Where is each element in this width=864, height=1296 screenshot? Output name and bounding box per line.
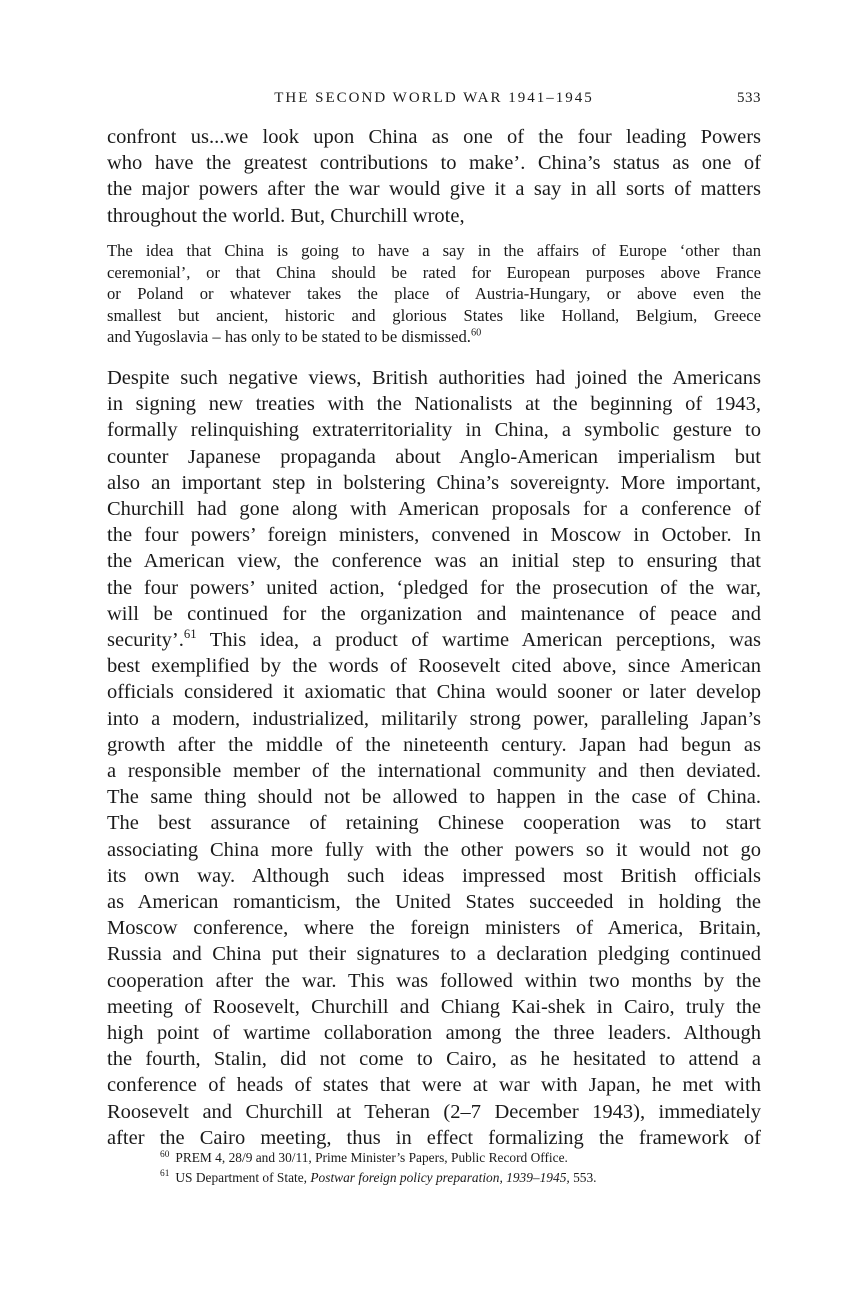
quote-line: ceremonial’, or that China should be rated for European purposes above France	[107, 262, 761, 282]
text-line: best exemplified by the words of Roosevelt cited above, since American	[107, 655, 761, 678]
text-segment: security’.	[107, 629, 184, 652]
text-line: after the Cairo meeting, thus in effect formalizing the framework of	[107, 1126, 761, 1149]
text-line: the American view, the conference was an initial step to ensuring that	[107, 550, 761, 573]
block-quote	[107, 240, 761, 348]
text-line: its own way. Although such ideas impressed most British officials	[107, 864, 761, 887]
footnote-number: 61	[160, 1169, 170, 1180]
text-line: The best assurance of retaining Chinese cooperation was to start	[107, 812, 761, 835]
text-line: The same thing should not be allowed to happen in the case of China.	[107, 786, 761, 809]
footnote-number: 60	[160, 1149, 170, 1160]
page-header	[107, 90, 761, 114]
footnote-60	[160, 1148, 760, 1168]
paragraph-1	[107, 124, 761, 229]
text-line: Churchill had gone along with American proposals for a conference of	[107, 498, 761, 521]
text-line: the four powers’ foreign ministers, convened in Moscow in October. In	[107, 524, 761, 547]
quote-text: and Yugoslavia – has only to be stated to be dismissed.	[107, 327, 471, 347]
text-line-with-ref	[107, 627, 761, 653]
text-line: high point of wartime collaboration among the three leaders. Although	[107, 1022, 761, 1045]
text-line: as American romanticism, the United States succeeded in holding the	[107, 891, 761, 914]
text-line: officials considered it axiomatic that China would sooner or later develop	[107, 681, 761, 704]
text-line: growth after the middle of the nineteenth century. Japan had begun as	[107, 733, 761, 756]
quote-line: smallest but ancient, historic and glorious States like Holland, Belgium, Greece	[107, 305, 761, 325]
footnote-ref-61[interactable]: 61	[183, 627, 197, 642]
text-line: the four powers’ united action, ‘pledged for the prosecution of the war,	[107, 576, 761, 599]
text-segment: This idea, a product of wartime American perceptions, was	[196, 629, 761, 652]
running-title: THE SECOND WORLD WAR 1941–1945	[274, 90, 594, 106]
text-line: associating China more fully with the other powers so it would not go	[107, 838, 761, 861]
text-line: formally relinquishing extraterritoriality in China, a symbolic gesture to	[107, 419, 761, 442]
text-line: confront us...we look upon China as one of the four leading Powers	[107, 126, 761, 148]
text-line: Roosevelt and Churchill at Teheran (2–7 December 1943), immediately	[107, 1100, 761, 1123]
text-line: a responsible member of the international community and then deviated.	[107, 760, 761, 783]
text-line: counter Japanese propaganda about Anglo-American imperialism but	[107, 445, 761, 468]
quote-line: The idea that China is going to have a say in the affairs of Europe ‘other than	[107, 241, 761, 260]
page-number: 533	[737, 90, 761, 106]
text-line: the fourth, Stalin, did not come to Cairo, as he hesitated to attend a	[107, 1048, 761, 1071]
paragraph-2	[107, 365, 761, 1151]
footnotes	[160, 1148, 760, 1187]
text-line: Despite such negative views, British authorities had joined the Americans	[107, 367, 761, 389]
text-line: the major powers after the war would give it a say in all sorts of matters	[107, 178, 761, 201]
text-line: conference of heads of states that were at war with Japan, he met with	[107, 1074, 761, 1097]
footnote-text: 553.	[569, 1169, 597, 1185]
footnote-ref-60[interactable]: 60	[470, 327, 482, 339]
text-line: will be continued for the organization and maintenance of peace and	[107, 602, 761, 625]
text-line: throughout the world. But, Churchill wrote,	[107, 204, 465, 227]
text-line: in signing new treaties with the Nationalists at the beginning of 1943,	[107, 393, 761, 416]
footnote-61	[160, 1168, 760, 1188]
text-line: into a modern, industrialized, militarily strong power, paralleling Japan’s	[107, 707, 761, 730]
text-line: also an important step in bolstering China’s sovereignty. More important,	[107, 471, 761, 494]
quote-line-last	[107, 326, 761, 348]
footnote-title: Postwar foreign policy preparation, 1939–1945,	[310, 1169, 570, 1185]
text-line: who have the greatest contributions to make’. China’s status as one of	[107, 152, 761, 175]
footnote-text: PREM 4, 28/9 and 30/11, Prime Minister’s Papers, Public Record Office.	[175, 1150, 568, 1165]
text-line: cooperation after the war. This was followed within two months by the	[107, 969, 761, 992]
text-line: Moscow conference, where the foreign ministers of America, Britain,	[107, 917, 761, 940]
quote-line: or Poland or whatever takes the place of Austria-Hungary, or above even the	[107, 284, 761, 304]
footnote-text: US Department of State,	[175, 1169, 311, 1185]
text-line: meeting of Roosevelt, Churchill and Chiang Kai-shek in Cairo, truly the	[107, 995, 761, 1018]
text-line: Russia and China put their signatures to a declaration pledging continued	[107, 943, 761, 966]
